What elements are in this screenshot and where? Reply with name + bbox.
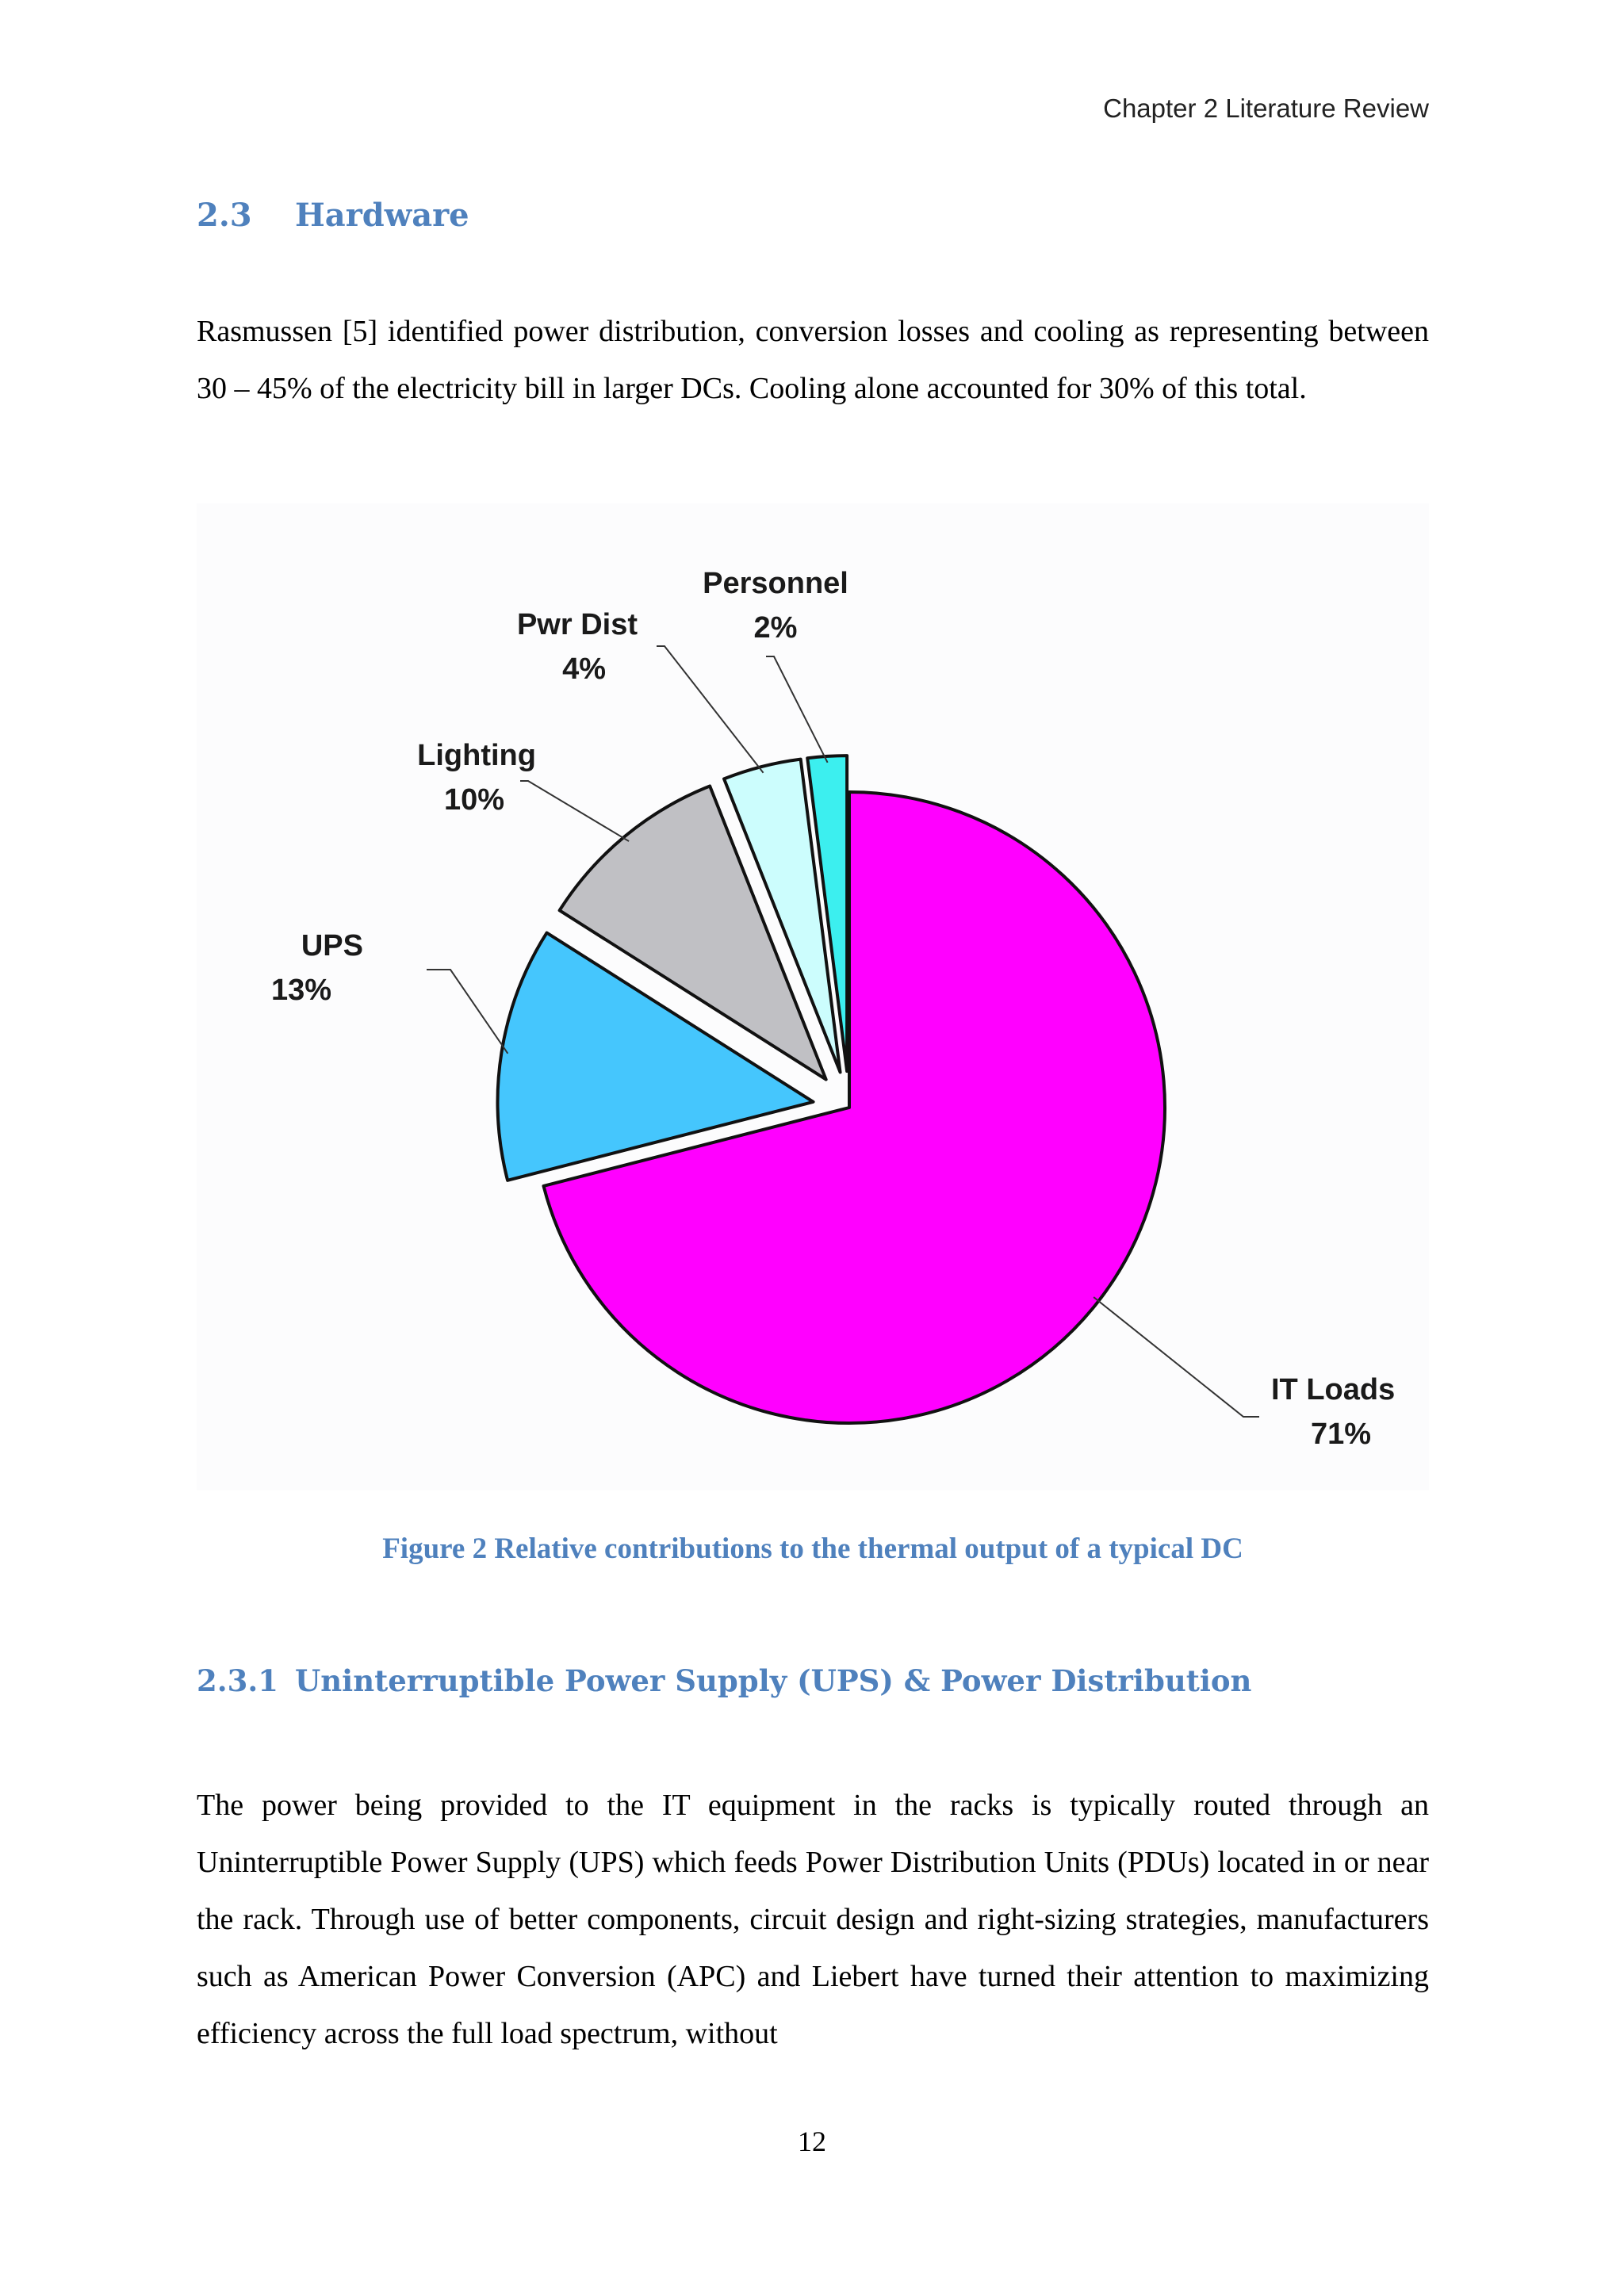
subsection-heading <box>197 1663 1251 1698</box>
figure <box>197 503 1429 1490</box>
paragraph: The power being provided to the IT equipment in the racks is typically routed through an Uninterruptible Power Supply (UPS) which feeds Power Distribution Units (PDUs) located in or near the rack. Through use of better components, circuit design and right-sizing strategies, manufacturers such as American Power Conversion (APC) and Liebert have turned their attention to maximizing efficiency across the full load spectrum, without <box>197 1789 1429 2050</box>
leader-line <box>766 656 828 763</box>
page-number: 12 <box>798 2126 826 2157</box>
section-title: Hardware <box>295 197 469 234</box>
subsection-number: 2.3.1 <box>197 1663 278 1698</box>
slice-value-label: 10% <box>443 783 504 817</box>
slice-label: Lighting <box>417 739 536 772</box>
slice-label: UPS <box>301 929 363 962</box>
subsection-title: Uninterruptible Power Supply (UPS) & Power Distribution <box>295 1663 1252 1698</box>
slice-value-label: 2% <box>753 611 798 645</box>
section-heading <box>197 197 469 234</box>
leader-line <box>520 781 629 841</box>
figure-caption: Figure 2 Relative contributions to the thermal output of a typical DC <box>382 1533 1243 1565</box>
slice-label: Personnel <box>703 567 848 600</box>
slice-value-label: 13% <box>270 974 331 1007</box>
leader-line <box>1094 1297 1259 1417</box>
slice-label: Pwr Dist <box>516 608 638 641</box>
slice-value-label: 4% <box>562 652 606 686</box>
slice-label: IT Loads <box>1271 1373 1396 1406</box>
running-header: Chapter 2 Literature Review <box>1103 94 1429 123</box>
section-number: 2.3 <box>197 197 252 234</box>
slice-value-label: 71% <box>1311 1418 1372 1451</box>
pie-chart <box>197 503 1429 1490</box>
paragraph: Rasmussen [5] identified power distribution, conversion losses and cooling as representing between 30 – 45% of the electricity bill in larger DCs. Cooling alone accounted for 30% of this total. <box>197 315 1429 405</box>
leader-line <box>427 970 508 1054</box>
leader-line <box>657 646 764 773</box>
